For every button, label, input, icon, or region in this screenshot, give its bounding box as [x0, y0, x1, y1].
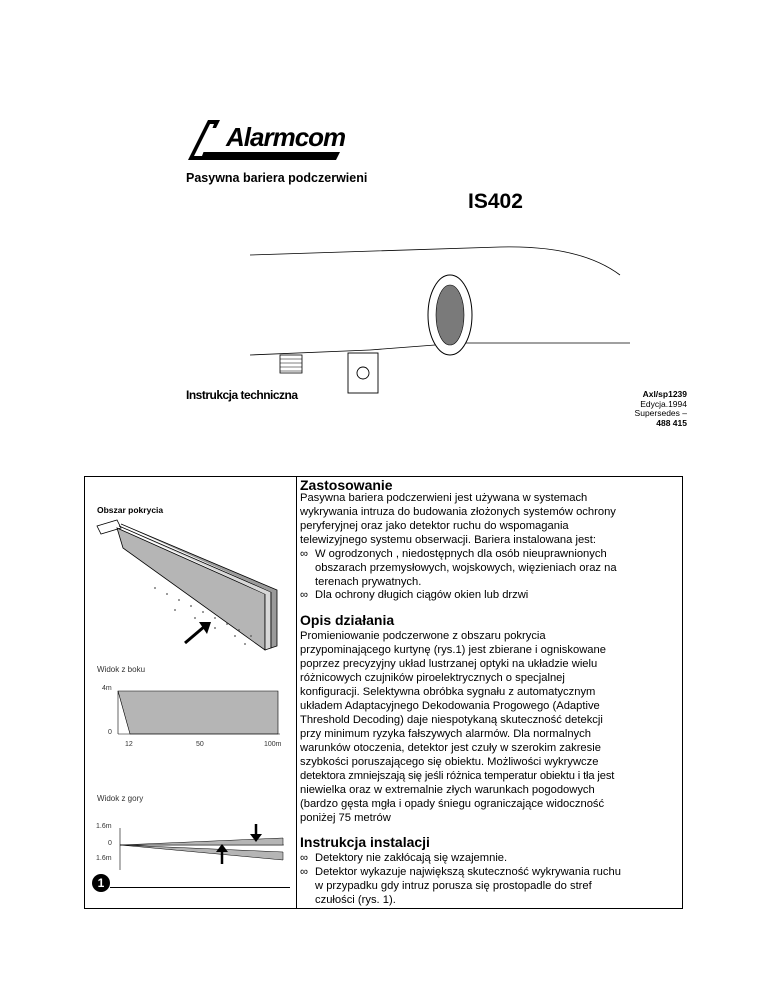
top-axis-1.6m-top: 1.6m: [96, 823, 112, 830]
side-axis-12: 12: [125, 741, 133, 748]
side-axis-100m: 100m: [264, 741, 282, 748]
doc-ref-edition: Edycja.1994: [640, 398, 687, 409]
zastosowanie-line-4: telewizyjnego systemu obserwacji. Bariera instalowana jest:: [300, 534, 596, 546]
opis-line-1: Promieniowanie podczerwone z obszaru pokrycia: [300, 630, 546, 642]
instalacja-bullet-2-line-1: Detektor wykazuje największą skuteczność wykrywania ruchu: [315, 866, 621, 878]
section-zastosowanie-title: Zastosowanie: [300, 477, 393, 493]
bullet-1-line-3: terenach prywatnych.: [315, 576, 422, 588]
opis-line-11: detektora zmniejszają się jeśli różnica temperatur obiektu i tła jest: [300, 770, 615, 782]
zastosowanie-line-1: Pasywna bariera podczerwieni jest używana w systemach: [300, 492, 588, 504]
bullet-mark: ∞: [300, 548, 308, 560]
opis-line-9: warunków otoczenia, detektor jest czuły w szerokim zakresie: [300, 742, 601, 754]
bullet-1-line-2: obszarach przemysłowych, wojskowych, więzieniach oraz na: [315, 562, 617, 574]
document-subtitle: Pasywna bariera podczerwieni: [186, 171, 368, 185]
instalacja-bullet-2-line-2: w przypadku gdy intruz porusza się prostopadle do stref: [315, 880, 592, 892]
top-view-diagram: [98, 818, 286, 878]
opis-line-12: niewielka oraz w extremalnie złych warunkach pogodowych: [300, 784, 595, 796]
bullet-mark: ∞: [300, 589, 308, 601]
zastosowanie-line-2: wykrywania intruza do budowania złożonych systemów ochrony: [300, 506, 616, 518]
doc-ref-supersedes: Supersedes –: [634, 408, 687, 418]
coverage-label: Obszar pokrycia: [97, 505, 164, 515]
bullet-mark: ∞: [300, 852, 308, 864]
top-view-label: Widok z gory: [97, 794, 144, 803]
detector-illustration: [250, 245, 690, 405]
opis-line-6: układem Adaptacyjnego Dekodowania Progowego (Adaptive: [300, 700, 600, 712]
opis-line-10: szybkości poruszającego się obiektu. Możliwości wykrywcze: [300, 756, 599, 768]
side-axis-50: 50: [196, 741, 204, 748]
opis-line-2: przypominającego kurtynę (rys.1) jest zbierane i ogniskowane: [300, 644, 606, 656]
figure-baseline: [110, 887, 290, 888]
opis-line-14: poniżej 75 metrów: [300, 812, 391, 824]
doc-ref-code: Axl/sp1239: [642, 389, 687, 399]
side-axis-0: 0: [108, 729, 112, 736]
zastosowanie-line-3: peryferyjnej oraz jako detektor ruchu do wspomagania: [300, 520, 569, 532]
opis-line-8: przy minimum ryzyka fałszywych alarmów. Dla normalnych: [300, 728, 591, 740]
figure-number-badge: 1: [92, 874, 110, 892]
opis-line-5: konfiguracji. Selektywna obróbka sygnału z automatycznym: [300, 686, 596, 698]
bullet-mark: ∞: [300, 866, 308, 878]
bullet-1-line-1: W ogrodzonych , niedostępnych dla osób nieuprawnionych: [315, 548, 607, 560]
top-axis-1.6m-bottom: 1.6m: [96, 855, 112, 862]
top-axis-0: 0: [108, 840, 112, 847]
brand-name: Alarmcom: [226, 122, 346, 152]
opis-line-3: poprzez precyzyjny układ lustrzanej optyki na układzie wielu: [300, 658, 598, 670]
opis-line-7: Threshold Decoding) daje niespotykaną skuteczność detekcji: [300, 714, 603, 726]
model-number: IS402: [468, 190, 523, 213]
doc-ref-number: 488 415: [656, 417, 687, 428]
document-type: Instrukcja techniczna: [186, 388, 298, 402]
opis-line-13: (bardzo gęsta mgła i opady śniegu ograniczające widoczność: [300, 798, 605, 810]
side-view-diagram: [100, 682, 285, 744]
zastosowanie-bullet-1: [300, 548, 680, 590]
side-axis-4m: 4m: [102, 685, 112, 692]
column-divider: [296, 476, 297, 909]
bullet-2-line-1: Dla ochrony długich ciągów okien lub drzwi: [315, 589, 529, 601]
zastosowanie-bullet-2: [300, 589, 680, 603]
coverage-curtain-illustration: [95, 518, 285, 656]
document-reference: [590, 390, 687, 428]
instalacja-bullet-1: [300, 852, 680, 866]
side-view-label: Widok z boku: [97, 665, 146, 674]
instalacja-bullet-2: [300, 866, 680, 908]
section-instalacja-title: Instrukcja instalacji: [300, 834, 430, 850]
section-opis-title: Opis działania: [300, 612, 395, 628]
instalacja-bullet-2-line-3: czułości (rys. 1).: [315, 894, 396, 906]
instalacja-bullet-1-line-1: Detektory nie zakłócają się wzajemnie.: [315, 852, 508, 864]
opis-line-4: różnicowych czujników piroelektrycznych o specjalnej: [300, 672, 565, 684]
